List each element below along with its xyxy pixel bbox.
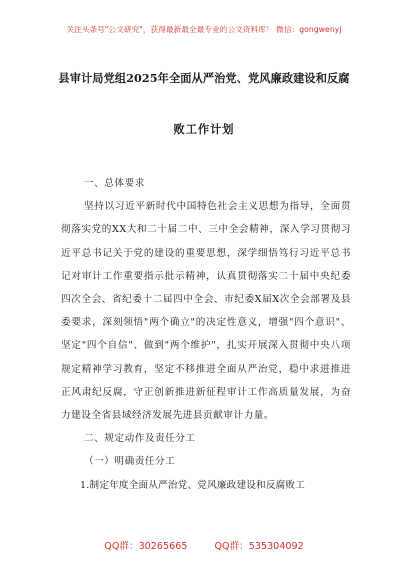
footer-qq-group-2: QQ群：535304092 <box>214 541 304 552</box>
promo-banner: 关注头条号"公文研究"，获得最新最全最专业的公文资料库！ 微信：gongwenyj <box>66 25 342 34</box>
section-paragraph-general-requirements: 坚持以习近平新时代中国特色社会主义思想为指导，全面贯彻落实党的XX大和二十届二中、三中全会精神，深入学习贯彻习近平总书记关于党的建设的重要思想，深学细悟笃行习近平总书记对审计工作重要指示批示精神，认真贯彻落实二十届中央纪委四次全会、省纪委十二届四中全会、市纪委X届X次全会部署及县委要求，深刻领悟"两个确立"的决定性意义，增强"四个意识"、坚定"四个自信"、做到"两个维护"，扎实开展深入贯彻中央八项规定精神学习教育，坚定不移推进全面从严治党，稳中求进推进正风肃纪反腐，守正创新推进新征程审计工作高质量发展，为奋力建设全省县域经济发展先进县贡献审计力量。 <box>61 201 351 422</box>
document-title-line-1: 县审计局党组2025年全面从严治党、党风廉政建设和反腐 <box>58 71 350 85</box>
section-heading-actions-responsibilities: 二、规定动作及责任分工 <box>84 433 196 445</box>
document-body <box>61 172 351 497</box>
list-item-1: 1.制定年度全面从严治党、党风廉政建设和反腐败工 <box>80 479 306 491</box>
footer-contact <box>0 538 408 552</box>
subsection-heading-responsibilities: （一）明确责任分工 <box>84 456 176 468</box>
footer-qq-group-1: QQ群：30265665 <box>104 541 188 552</box>
section-heading-general-requirements: 一、总体要求 <box>84 178 145 189</box>
document-title-line-2: 败工作计划 <box>173 122 235 136</box>
